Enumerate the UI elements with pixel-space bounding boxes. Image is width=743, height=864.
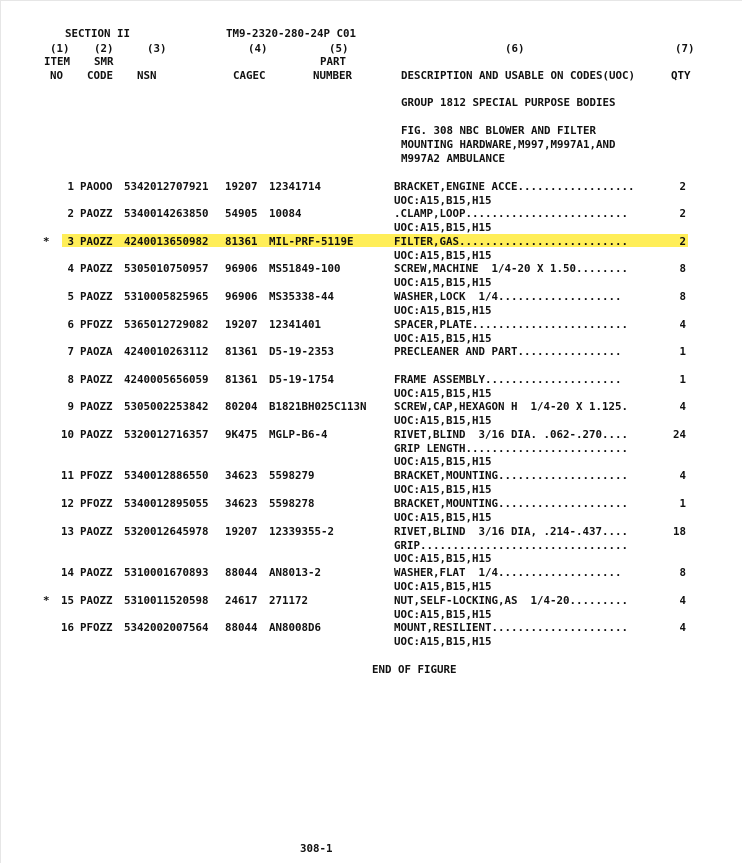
end-of-figure: END OF FIGURE [372,663,457,676]
description: WASHER,LOCK 1/4................... [394,290,622,303]
description: RIVET,BLIND 3/16 DIA, .214-.437.... [394,525,629,538]
part-number: MS51849-100 [269,262,341,275]
smr-code: PAOZZ [80,262,113,275]
quantity: 8 [679,566,686,579]
description-continued: GRIP................................ [394,538,629,552]
change-marker: * [43,235,50,248]
cage-code: 96906 [225,290,258,303]
smr-code: PAOZZ [80,290,113,303]
description-continued: UOC:A15,B15,H15 [394,303,492,317]
smr-code: PAOZZ [80,525,113,538]
quantity: 4 [679,621,686,634]
description-continued: UOC:A15,B15,H15 [394,634,492,648]
description-continued: UOC:A15,B15,H15 [394,552,492,566]
cage-code: 81361 [225,373,258,386]
quantity: 2 [679,207,686,220]
col5-label-top: PART [320,55,347,68]
nsn: 5342002007564 [124,621,209,634]
part-number: 271172 [269,594,309,607]
item-number: 13 [60,525,74,538]
part-number: 12341401 [269,318,322,331]
quantity: 1 [679,345,686,358]
cage-code: 81361 [225,345,258,358]
cage-code: 80204 [225,400,258,413]
description-continued: UOC:A15,B15,H15 [394,386,492,400]
part-number: MS35338-44 [269,290,335,303]
col7-number: (7) [675,42,695,55]
col2-label: CODE [87,69,114,82]
item-number: 12 [60,497,74,510]
figure-title-line1: FIG. 308 NBC BLOWER AND FILTER [401,124,597,137]
page-number: 308-1 [300,842,333,855]
item-number: 4 [67,262,74,275]
description-continued: UOC:A15,B15,H15 [394,510,492,524]
part-number: 5598278 [269,497,315,510]
quantity: 4 [679,594,686,607]
item-number: 3 [67,235,74,248]
description: BRACKET,MOUNTING.................... [394,497,629,510]
item-number: 16 [60,621,74,634]
cage-code: 34623 [225,497,258,510]
smr-code: PAOZZ [80,400,113,413]
nsn: 5310011520598 [124,594,209,607]
cage-code: 88044 [225,566,258,579]
description: NUT,SELF-LOCKING,AS 1/4-20......... [394,594,629,607]
cage-code: 34623 [225,469,258,482]
description-continued: UOC:A15,B15,H15 [394,413,492,427]
figure-title-line2: MOUNTING HARDWARE,M997,M997A1,AND [401,138,616,151]
item-number: 11 [60,469,74,482]
item-number: 2 [67,207,74,220]
part-number: 10084 [269,207,302,220]
section-label: SECTION II [65,27,131,40]
item-number: 9 [67,400,74,413]
description: SPACER,PLATE........................ [394,318,629,331]
description: MOUNT,RESILIENT..................... [394,621,629,634]
nsn: 5320012716357 [124,428,209,441]
quantity: 24 [672,428,686,441]
description-continued: UOC:A15,B15,H15 [394,607,492,621]
part-number: 5598279 [269,469,315,482]
tm-number: TM9-2320-280-24P C01 [226,27,357,40]
description-continued: UOC:A15,B15,H15 [394,193,492,207]
group-title: GROUP 1812 SPECIAL PURPOSE BODIES [401,96,616,109]
nsn: 5342012707921 [124,180,209,193]
col4-number: (4) [248,42,268,55]
smr-code: PFOZZ [80,497,113,510]
nsn: 5310001670893 [124,566,209,579]
smr-code: PAOOO [80,180,113,193]
nsn: 5305010750957 [124,262,209,275]
description: RIVET,BLIND 3/16 DIA. .062-.270.... [394,428,629,441]
part-number: AN8008D6 [269,621,322,634]
col5-label: NUMBER [313,69,353,82]
description: SCREW,MACHINE 1/4-20 X 1.50........ [394,262,629,275]
smr-code: PFOZZ [80,469,113,482]
quantity: 1 [679,373,686,386]
cage-code: 81361 [225,235,258,248]
item-number: 5 [67,290,74,303]
quantity: 2 [679,180,686,193]
description-continued: UOC:A15,B15,H15 [394,455,492,469]
cage-code: 9K475 [225,428,258,441]
smr-code: PAOZA [80,345,113,358]
description-continued: UOC:A15,B15,H15 [394,579,492,593]
description: SCREW,CAP,HEXAGON H 1/4-20 X 1.125. [394,400,629,413]
item-number: 15 [60,594,74,607]
figure-title-line3: M997A2 AMBULANCE [401,152,506,165]
part-number: B1821BH025C113N [269,400,367,413]
quantity: 18 [672,525,686,538]
quantity: 4 [679,400,686,413]
col3-number: (3) [147,42,167,55]
nsn: 5340014263850 [124,207,209,220]
nsn: 5320012645978 [124,525,209,538]
smr-code: PAOZZ [80,235,113,248]
quantity: 4 [679,318,686,331]
col1-number: (1) [50,42,70,55]
quantity: 1 [679,497,686,510]
description: BRACKET,MOUNTING.................... [394,469,629,482]
smr-code: PAOZZ [80,428,113,441]
quantity: 8 [679,290,686,303]
part-number: 12341714 [269,180,322,193]
item-number: 6 [67,318,74,331]
part-number: MGLP-B6-4 [269,428,328,441]
col1-label-top: ITEM [44,55,71,68]
quantity: 2 [679,235,686,248]
description: FRAME ASSEMBLY..................... [394,373,622,386]
col3-label: NSN [137,69,157,82]
col2-label-top: SMR [94,55,114,68]
part-number: D5-19-2353 [269,345,335,358]
nsn: 5305002253842 [124,400,209,413]
cage-code: 19207 [225,180,258,193]
description-continued: UOC:A15,B15,H15 [394,248,492,262]
col2-number: (2) [94,42,114,55]
col6-label: DESCRIPTION AND USABLE ON CODES(UOC) [401,69,636,82]
cage-code: 96906 [225,262,258,275]
col5-number: (5) [329,42,349,55]
description: WASHER,FLAT 1/4................... [394,566,622,579]
item-number: 14 [60,566,74,579]
part-number: MIL-PRF-5119E [269,235,354,248]
cage-code: 24617 [225,594,258,607]
smr-code: PAOZZ [80,594,113,607]
col6-number: (6) [505,42,525,55]
item-number: 7 [67,345,74,358]
col7-label: QTY [671,69,691,82]
description-continued: UOC:A15,B15,H15 [394,331,492,345]
description-continued: UOC:A15,B15,H15 [394,482,492,496]
description-continued: GRIP LENGTH......................... [394,441,629,455]
nsn: 4240005656059 [124,373,209,386]
smr-code: PAOZZ [80,566,113,579]
smr-code: PFOZZ [80,621,113,634]
quantity: 4 [679,469,686,482]
part-number: D5-19-1754 [269,373,335,386]
part-number: AN8013-2 [269,566,322,579]
description: .CLAMP,LOOP......................... [394,207,629,220]
col1-label: NO [50,69,64,82]
nsn: 5340012886550 [124,469,209,482]
description-continued: UOC:A15,B15,H15 [394,220,492,234]
quantity: 8 [679,262,686,275]
smr-code: PFOZZ [80,318,113,331]
nsn: 5340012895055 [124,497,209,510]
cage-code: 19207 [225,318,258,331]
col4-label: CAGEC [233,69,266,82]
item-number: 1 [67,180,74,193]
nsn: 5365012729082 [124,318,209,331]
cage-code: 54905 [225,207,258,220]
description: FILTER,GAS.......................... [394,235,629,248]
nsn: 5310005825965 [124,290,209,303]
description: BRACKET,ENGINE ACCE.................. [394,180,635,193]
cage-code: 19207 [225,525,258,538]
part-number: 12339355-2 [269,525,335,538]
smr-code: PAOZZ [80,373,113,386]
cage-code: 88044 [225,621,258,634]
item-number: 8 [67,373,74,386]
description: PRECLEANER AND PART................ [394,345,622,358]
nsn: 4240013650982 [124,235,209,248]
description-continued: UOC:A15,B15,H15 [394,275,492,289]
change-marker: * [43,594,50,607]
item-number: 10 [60,428,74,441]
nsn: 4240010263112 [124,345,209,358]
smr-code: PAOZZ [80,207,113,220]
